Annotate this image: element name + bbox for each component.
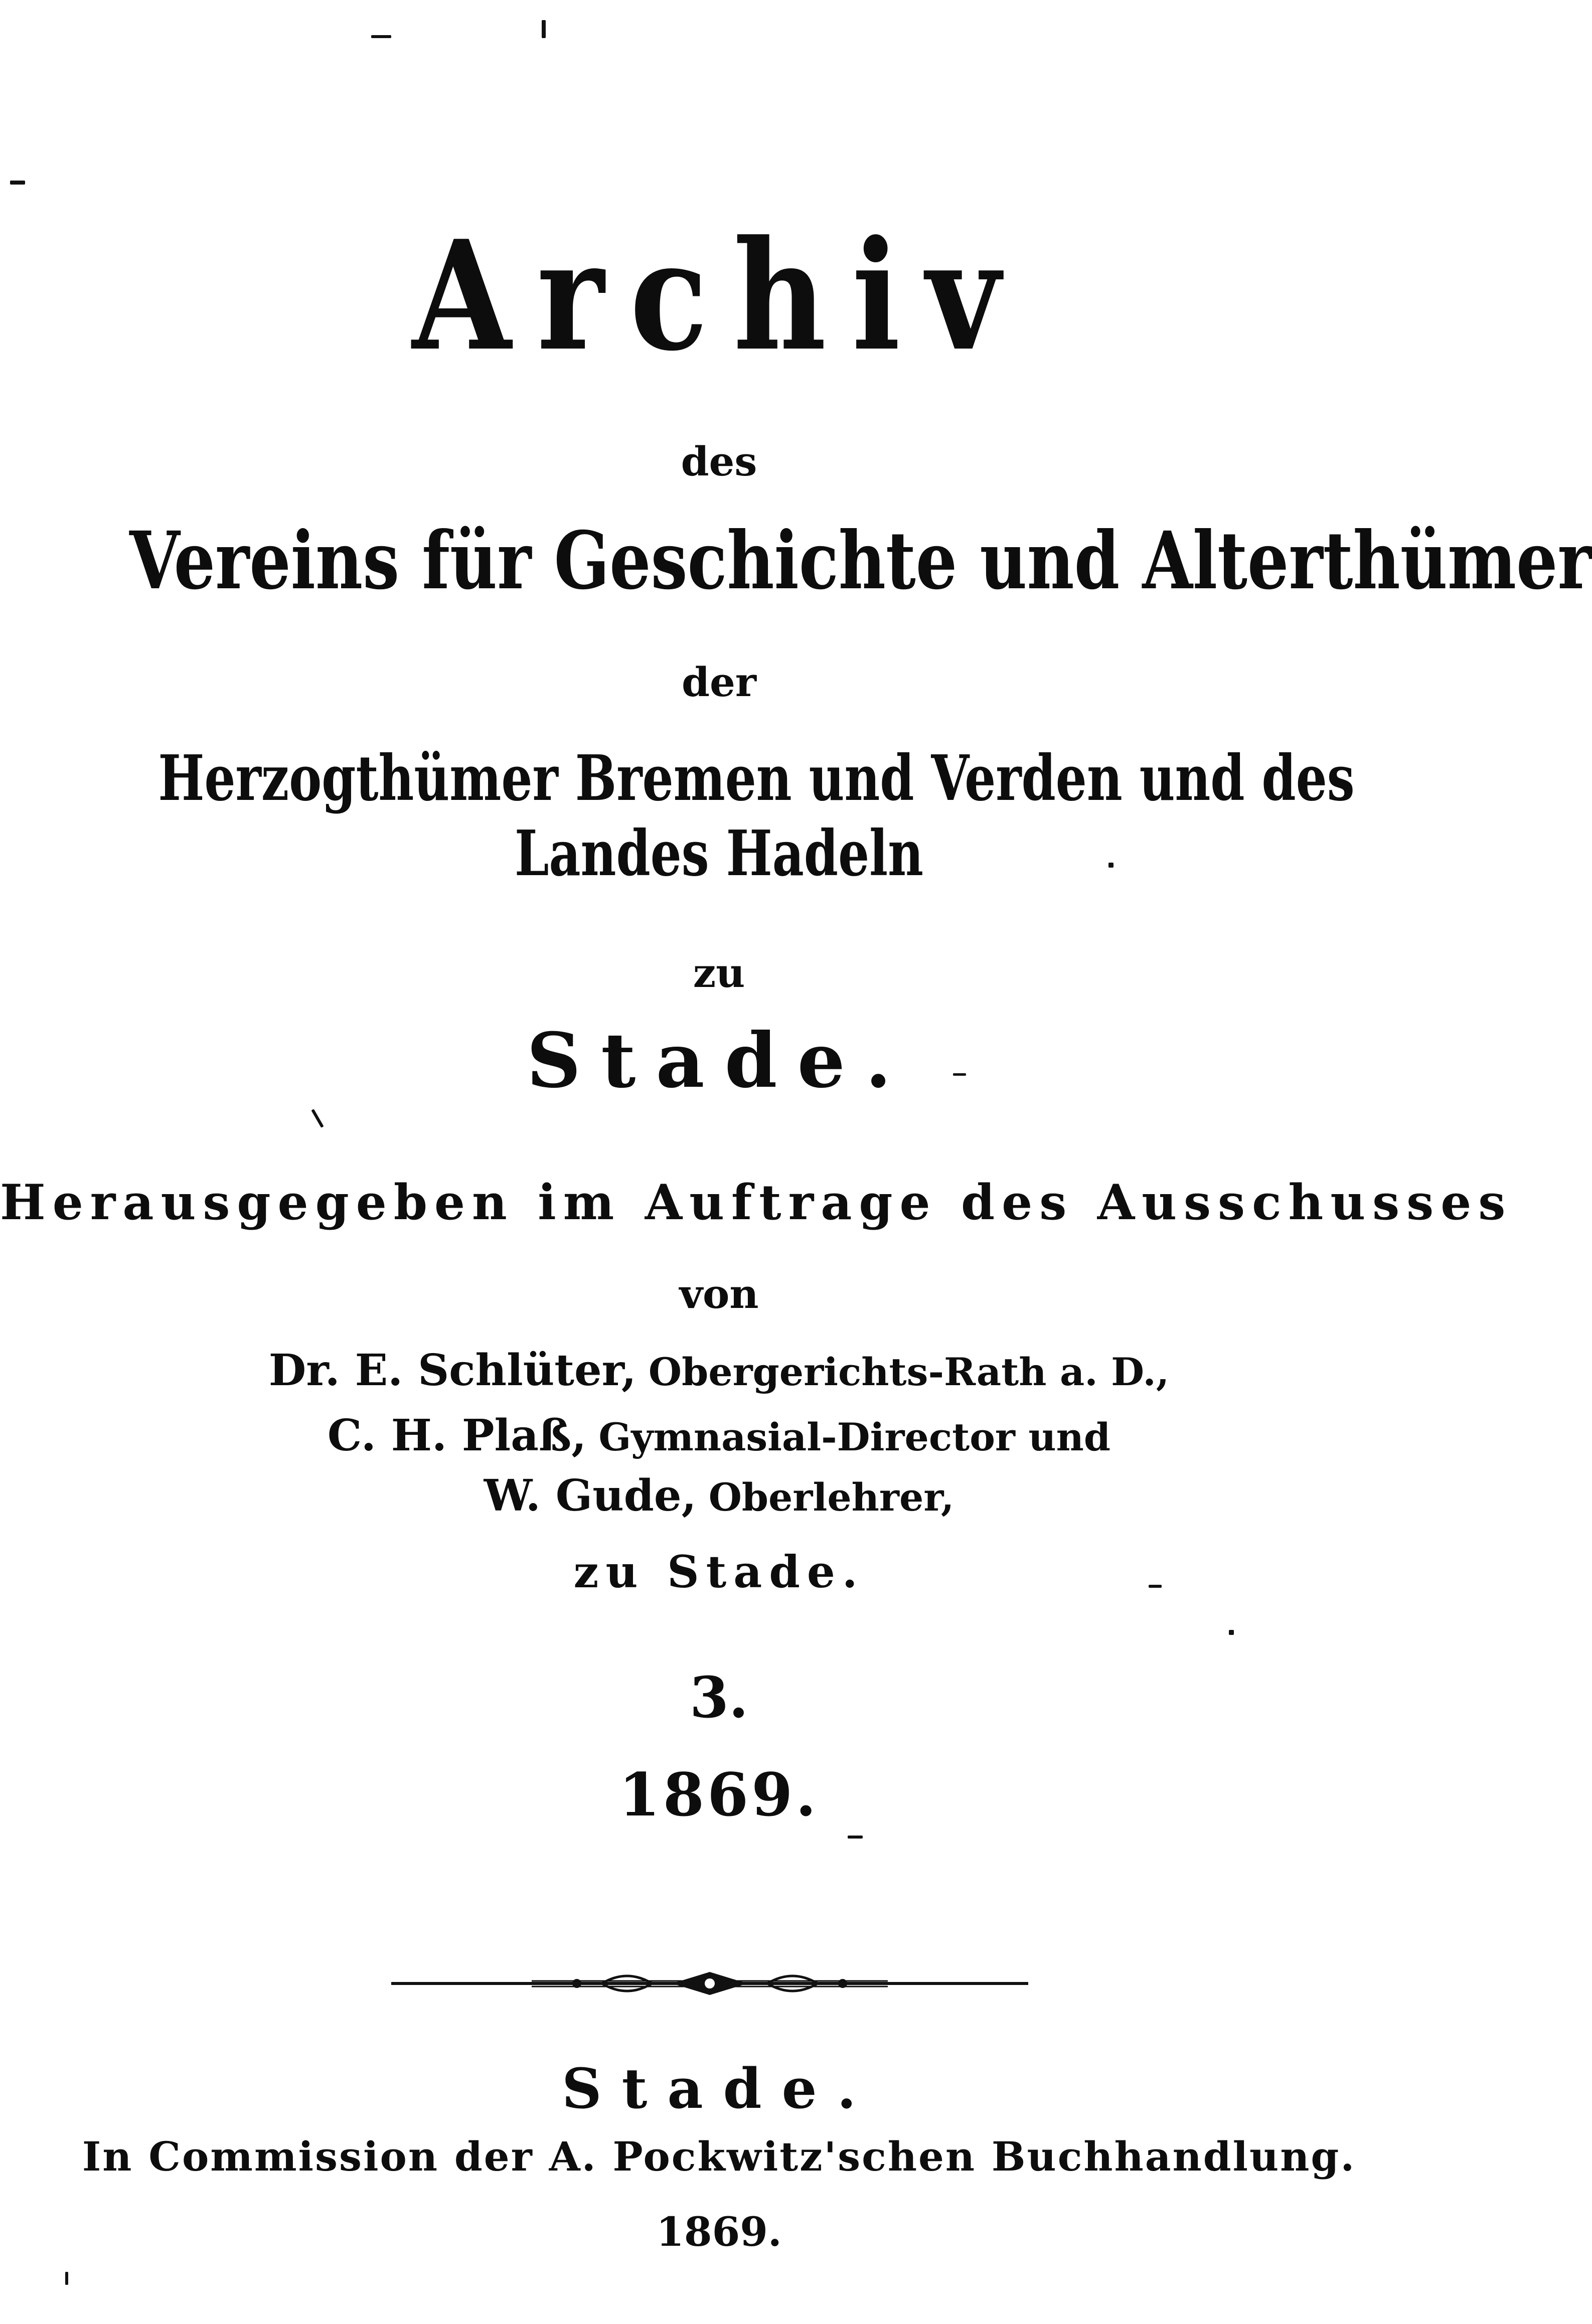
editor-3-role: Oberlehrer,: [708, 1475, 954, 1520]
page-title: Archiv: [412, 207, 1026, 384]
volume-year: 1869.: [618, 1760, 820, 1830]
scan-speck: [371, 35, 391, 38]
editor-1-name: Dr. E. Schlüter,: [268, 1345, 636, 1396]
scan-speck: [10, 181, 25, 185]
scan-speck: [1149, 1585, 1162, 1588]
line-zu: zu: [693, 949, 745, 997]
ornament-rule: [391, 1966, 1028, 2001]
society-name: Vereins für Geschichte und Alterthümer: [129, 515, 1592, 607]
editors-place: zu Stade.: [573, 1546, 865, 1598]
editor-2-role: Gymnasial-Director und: [598, 1415, 1111, 1459]
volume-number: 3.: [690, 1665, 748, 1731]
editor-3-name: W. Gude,: [484, 1470, 697, 1521]
scan-speck: [542, 20, 546, 38]
line-der: der: [682, 658, 756, 706]
publisher-line: In Commission der A. Pockwitz'schen Buchhandlung.: [82, 2133, 1356, 2180]
scan-speck: [1108, 863, 1113, 868]
landes-line: Landes Hadeln: [514, 817, 924, 890]
scan-speck: [1229, 1630, 1234, 1635]
editor-3: [0, 1470, 1438, 1521]
edited-by-line: Herausgegeben im Auftrage des Ausschusses: [0, 1174, 1513, 1231]
scan-speck: [953, 1073, 966, 1076]
duchies-line: Herzogthümer Bremen und Verden und des: [158, 742, 1355, 815]
line-von: von: [679, 1270, 759, 1317]
line-des: des: [681, 438, 757, 485]
city-name: Stade.: [526, 1017, 912, 1105]
editor-1: [0, 1345, 1438, 1396]
scan-speck: [311, 1109, 324, 1128]
editor-2: [0, 1410, 1438, 1461]
editor-1-role: Obergerichts-Rath a. D.,: [648, 1350, 1170, 1394]
editor-2-name: C. H. Plaß,: [327, 1410, 587, 1461]
scan-speck: [848, 1836, 863, 1839]
publisher-year: 1869.: [656, 2208, 782, 2255]
scan-speck: [65, 2272, 68, 2285]
publisher-place: Stade.: [562, 2056, 876, 2121]
